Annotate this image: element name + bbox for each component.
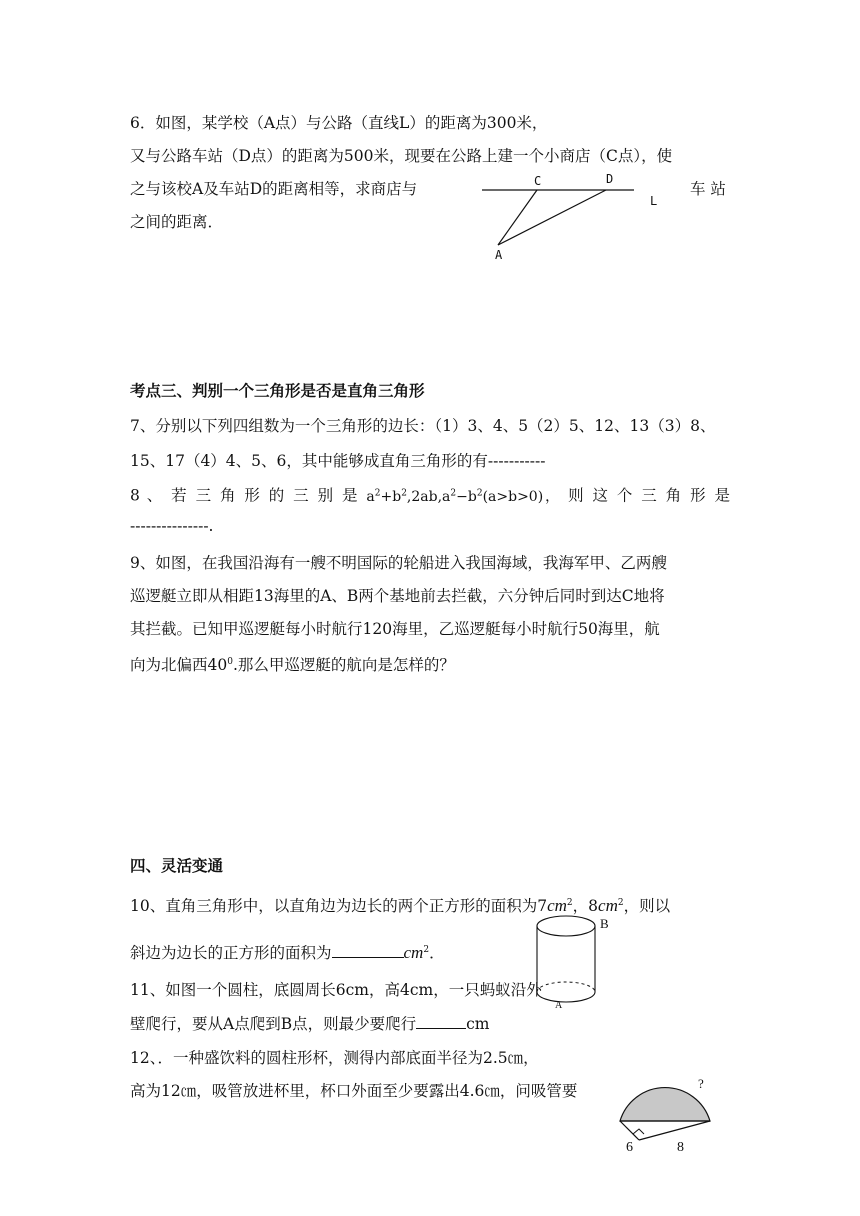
leg-8 [639,1121,710,1140]
q12-line-2: 高为12㎝，吸管放进杯里，杯口外面至少要露出4.6㎝，问吸管要 [130,1082,578,1100]
q10-line-2: 斜边为边长的正方形的面积为 $cm^2$． [130,943,445,963]
q8-line-1 [130,483,730,507]
label-b: B [600,916,609,931]
q11-answer-blank[interactable] [416,1028,466,1029]
cylinder-diagram [535,912,610,1022]
q12-line-1: 12、．一种盛饮料的圆柱形杯，测得内部底面半径为2.5㎝， [130,1049,539,1067]
label-6: 6 [626,1140,633,1155]
q9-line-1: 9、如图，在我国沿海有一艘不明国际的轮船进入我国海域，我海军甲、乙两艘 [130,554,667,572]
label-cylinder-a: A [555,1000,563,1011]
label-question: ? [698,1076,704,1091]
q11-line-1: 11、如图一个圆柱，底圆周长6cm，高4cm，一只蚂蚁沿外 [130,981,542,999]
shaded-semicircle [620,1088,710,1121]
segment-ad [498,190,606,245]
cylinder-bottom-back [537,982,595,992]
label-8: 8 [677,1140,684,1155]
q6-line-2: 又与公路车站（D点）的距离为500米，现要在公路上建一个小商店（C点），使 [130,147,673,165]
cylinder-bottom-front [537,992,595,1002]
section-3-heading: 考点三、判别一个三角形是否是直角三角形 [130,382,425,400]
q8-prefix: 8 、 若 三 角 形 的 三 别 是 [130,486,360,505]
q8-suffix: 则 这 个 三 角 形 是 [568,486,730,505]
right-angle-mark [633,1129,644,1134]
label-l: L [650,194,658,208]
label-c: C [534,174,542,188]
q8-expression: $a^2+b^2,2ab,a^2-b^2(a>b>0)$， [366,488,562,505]
q10-line-1: 10、直角三角形中，以直角边为边长的两个正方形的面积为$7cm^2$，$8cm^2$，则以 [130,896,671,916]
q6-line-4: 之间的距离． [130,213,224,231]
q9-line-4: 向为北偏西$40^0$.那么甲巡逻艇的航向是怎样的？ [130,656,455,675]
label-a: A [495,248,503,262]
q6-line-1: 6．如图，某学校（A点）与公路（直线L）的距离为300米， [130,114,548,132]
q7-line-1: 7、分别以下列四组数为一个三角形的边长：（1）3、4、5（2）5、12、13（3）8、 [130,417,716,435]
section-4-heading: 四、灵活变通 [130,857,224,875]
q7-line-2: 15、17（4）4、5、6，其中能够成直角三角形的有----------- [130,452,546,470]
q8-line-2: ---------------. [130,517,214,535]
q11-line-2: 壁爬行，要从A点爬到B点，则最少要爬行 cm [130,1015,490,1033]
q6-line-3-right: 车 站 [690,180,726,198]
segment-ac [498,190,537,245]
label-d: D [606,172,614,186]
q10-answer-blank[interactable] [332,957,404,958]
q6-road-diagram [480,170,650,255]
cylinder-top [537,916,595,936]
q9-line-2: 巡逻艇立即从相距13海里的A、B两个基地前去拦截，六分钟后同时到达C地将 [130,587,665,605]
leg-6 [620,1121,639,1140]
q9-line-3: 其拦截。已知甲巡逻艇每小时航行120海里，乙巡逻艇每小时航行50海里，航 [130,620,660,638]
q6-line-3-left: 之与该校A及车站D的距离相等，求商店与 [130,180,418,198]
